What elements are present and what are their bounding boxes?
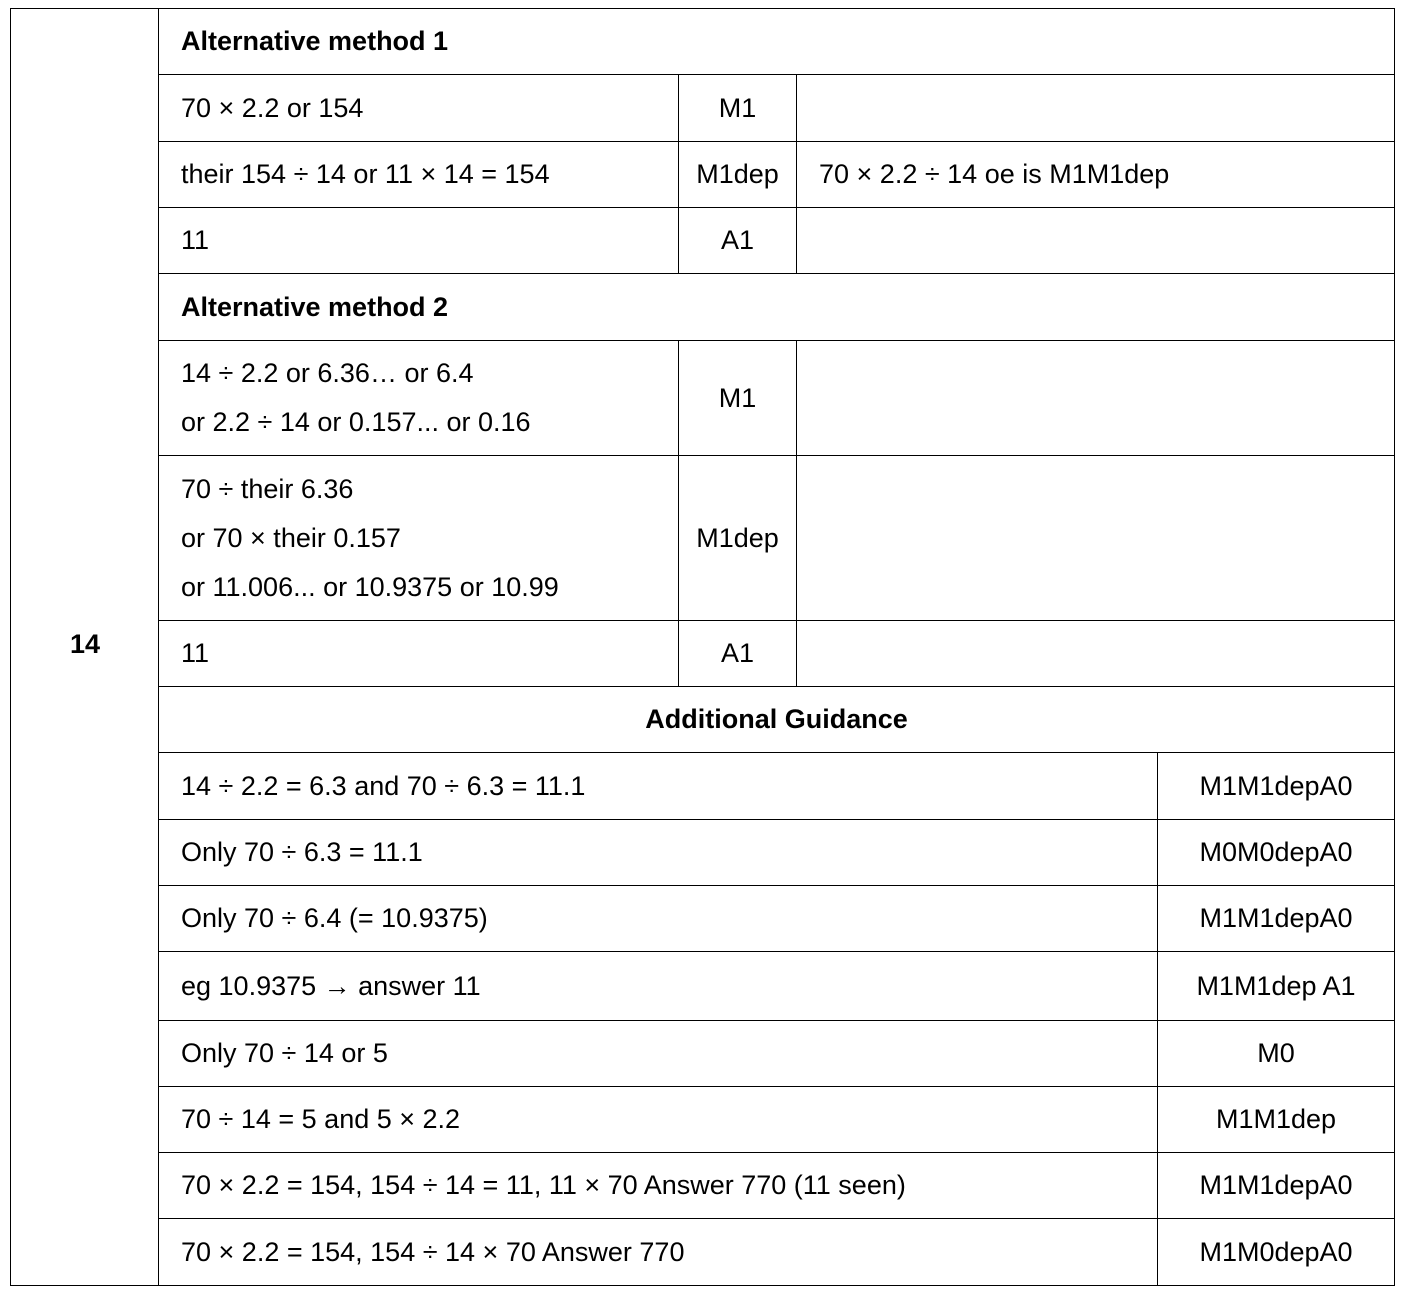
answer-cell: 11 xyxy=(159,621,679,686)
answer-line: 70 ÷ their 6.36 xyxy=(181,473,354,504)
guidance-text: 70 × 2.2 = 154, 154 ÷ 14 = 11, 11 × 70 Answer 770 (11 seen) xyxy=(159,1153,1158,1218)
alt2-heading-row xyxy=(159,274,1394,341)
guidance-text: Only 70 ÷ 6.3 = 11.1 xyxy=(159,820,1158,885)
alt1-row-2 xyxy=(159,142,1394,208)
mark-cell: A1 xyxy=(679,621,797,686)
mark-cell: M1 xyxy=(679,75,797,141)
answer-cell: 70 × 2.2 or 154 xyxy=(159,75,679,141)
guidance-row xyxy=(159,1087,1394,1153)
answer-line: or 2.2 ÷ 14 or 0.157... or 0.16 xyxy=(181,407,531,437)
mark-cell: M1 xyxy=(679,341,797,455)
alt1-heading-row xyxy=(159,9,1394,75)
guidance-mark: M0 xyxy=(1257,1038,1295,1068)
mark-cell: A1 xyxy=(679,208,797,273)
answer-line: or 11.006... or 10.9375 or 10.99 xyxy=(181,571,559,602)
alt2-row-1 xyxy=(159,341,1394,456)
guidance-heading: Additional Guidance xyxy=(645,704,908,734)
guidance-text: Only 70 ÷ 6.4 (= 10.9375) xyxy=(159,886,1158,951)
alt2-row-3 xyxy=(159,621,1394,687)
alt2-row-2 xyxy=(159,456,1394,621)
guidance-text: 70 × 2.2 = 154, 154 ÷ 14 × 70 Answer 770 xyxy=(159,1219,1158,1285)
alt2-heading: Alternative method 2 xyxy=(181,291,449,322)
guidance-row xyxy=(159,952,1394,1021)
guidance-row xyxy=(159,1153,1394,1219)
guidance-text: eg 10.9375 → answer 11 xyxy=(159,952,1158,1020)
guidance-mark: M1M1depA0 xyxy=(1199,1170,1353,1200)
guidance-mark: M1M1dep xyxy=(1215,1104,1337,1134)
comment-cell xyxy=(797,341,1394,455)
answer-cell: their 154 ÷ 14 or 11 × 14 = 154 xyxy=(159,142,679,207)
guidance-text: 14 ÷ 2.2 = 6.3 and 70 ÷ 6.3 = 11.1 xyxy=(159,753,1158,819)
alt1-heading: Alternative method 1 xyxy=(181,26,449,56)
comment-cell: 70 × 2.2 ÷ 14 oe is M1M1dep xyxy=(819,159,1170,189)
answer-cell xyxy=(159,341,679,455)
comment-cell xyxy=(797,75,1394,141)
guidance-row xyxy=(159,753,1394,820)
answer-cell: 11 xyxy=(159,208,679,273)
comment-cell xyxy=(797,621,1394,686)
guidance-heading-row xyxy=(159,687,1394,753)
guidance-mark: M1M0depA0 xyxy=(1199,1236,1353,1267)
answer-line: or 70 × their 0.157 xyxy=(181,522,401,553)
answer-cell xyxy=(159,456,679,620)
guidance-row xyxy=(159,886,1394,952)
guidance-row xyxy=(159,1219,1394,1285)
guidance-mark: M1M1depA0 xyxy=(1199,770,1353,801)
guidance-mark: M1M1depA0 xyxy=(1199,903,1353,933)
guidance-row xyxy=(159,820,1394,886)
mark-cell: M1dep xyxy=(679,456,797,620)
question-number: 14 xyxy=(69,629,101,659)
alt1-row-1 xyxy=(159,75,1394,142)
comment-cell xyxy=(797,208,1394,273)
guidance-mark: M1M1dep A1 xyxy=(1196,970,1356,1001)
answer-line: 14 ÷ 2.2 or 6.36… or 6.4 xyxy=(181,358,474,388)
alt1-row-3 xyxy=(159,208,1394,274)
mark-scheme-table xyxy=(10,8,1395,1286)
mark-cell: M1dep xyxy=(679,142,797,207)
question-column xyxy=(11,9,159,1285)
guidance-mark: M0M0depA0 xyxy=(1199,837,1353,867)
guidance-text: Only 70 ÷ 14 or 5 xyxy=(159,1021,1158,1086)
guidance-row xyxy=(159,1021,1394,1087)
comment-cell xyxy=(797,456,1394,620)
guidance-text: 70 ÷ 14 = 5 and 5 × 2.2 xyxy=(159,1087,1158,1152)
